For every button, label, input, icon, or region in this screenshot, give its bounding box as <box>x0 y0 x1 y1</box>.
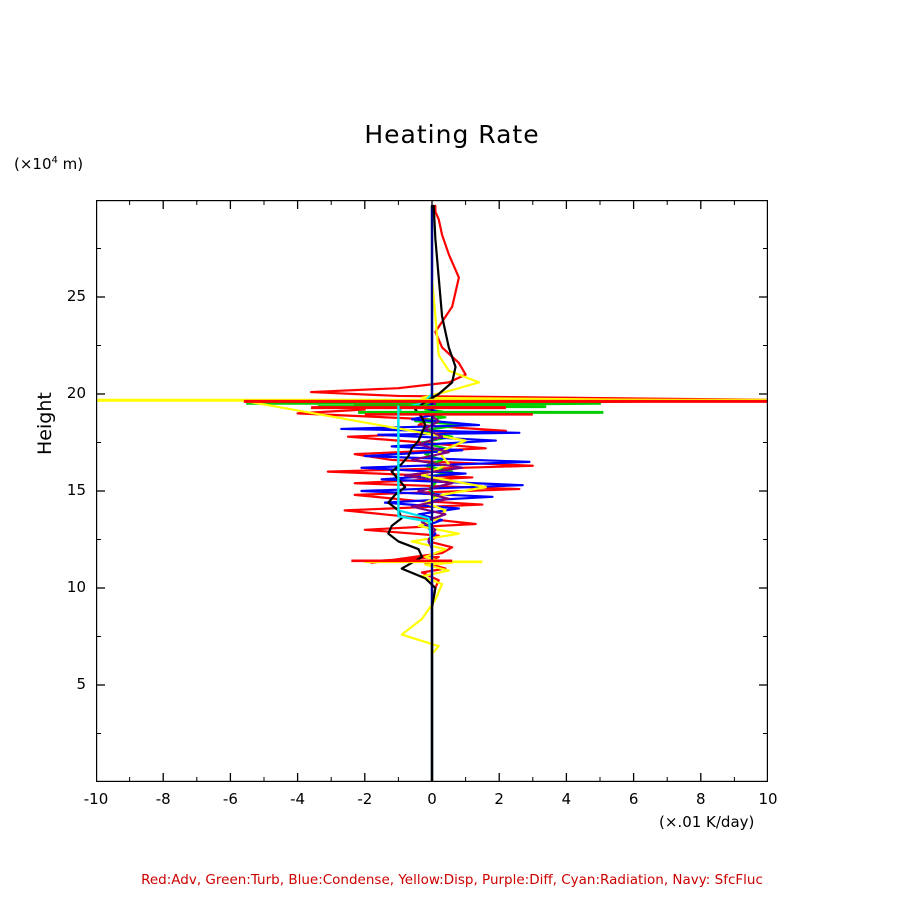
y-tick-label: 20 <box>66 384 86 402</box>
x-tick-label: -8 <box>155 790 171 808</box>
plot-area <box>96 200 768 782</box>
x-tick-label: -10 <box>83 790 109 808</box>
y-unit-suffix: m) <box>57 155 84 173</box>
legend: Red:Adv, Green:Turb, Blue:Condense, Yellow:Disp, Purple:Diff, Cyan:Radiation, Navy: SfcFluc <box>141 872 763 888</box>
y-tick-label: 25 <box>66 287 86 305</box>
series-line-disp <box>244 206 768 782</box>
series-line-adv <box>298 206 768 782</box>
x-tick-label: 8 <box>696 790 706 808</box>
x-tick-label: -2 <box>357 790 373 808</box>
y-unit-prefix: (×10 <box>14 155 52 173</box>
y-tick-label: 10 <box>66 578 86 596</box>
x-tick-label: 0 <box>427 790 437 808</box>
x-tick-label: -4 <box>290 790 306 808</box>
x-tick-label: 2 <box>494 790 504 808</box>
y-axis-label: Height <box>34 392 56 455</box>
plot-svg <box>96 200 768 782</box>
x-tick-label: 4 <box>561 790 572 808</box>
y-unit-exponent: 4 <box>51 155 58 166</box>
x-axis-unit-label: (×.01 K/day) <box>659 813 755 831</box>
x-tick-label: -6 <box>222 790 238 808</box>
y-tick-label: 15 <box>66 481 86 499</box>
page-title: Heating Rate <box>364 120 540 149</box>
x-tick-label: 10 <box>758 790 778 808</box>
x-tick-label: 6 <box>628 790 639 808</box>
y-tick-label: 5 <box>76 675 86 693</box>
y-axis-unit-label <box>14 155 83 173</box>
series-layer <box>96 206 768 782</box>
